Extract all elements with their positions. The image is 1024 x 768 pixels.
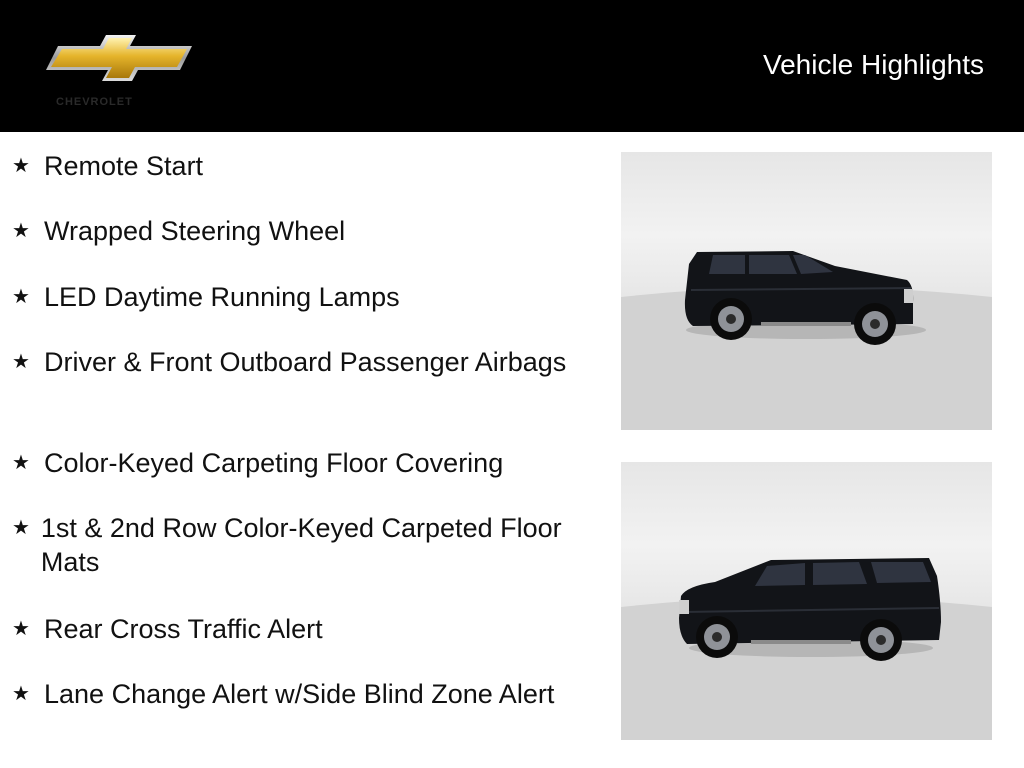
star-icon: ★ bbox=[12, 618, 30, 640]
feature-text: LED Daytime Running Lamps bbox=[44, 282, 400, 312]
feature-text: Color-Keyed Carpeting Floor Covering bbox=[44, 448, 504, 478]
feature-list bbox=[0, 132, 600, 768]
list-item bbox=[10, 345, 570, 379]
star-icon: ★ bbox=[12, 452, 30, 474]
list-item bbox=[10, 280, 570, 314]
feature-text: Remote Start bbox=[44, 151, 204, 181]
list-item bbox=[10, 149, 570, 183]
feature-text: 1st & 2nd Row Color-Keyed Carpeted Floor Mats bbox=[40, 513, 562, 577]
feature-text: Wrapped Steering Wheel bbox=[44, 216, 346, 246]
brand-wordmark: CHEVROLET bbox=[56, 96, 133, 108]
star-icon: ★ bbox=[12, 517, 30, 539]
page-title: Vehicle Highlights bbox=[762, 49, 984, 80]
list-item bbox=[10, 677, 570, 711]
vehicle-photo bbox=[621, 462, 992, 740]
list-item bbox=[10, 612, 570, 646]
list-item bbox=[10, 511, 570, 579]
star-icon: ★ bbox=[12, 220, 30, 242]
list-item bbox=[10, 214, 570, 248]
feature-text: Lane Change Alert w/Side Blind Zone Alert bbox=[44, 679, 555, 709]
star-icon: ★ bbox=[12, 683, 30, 705]
feature-text: Rear Cross Traffic Alert bbox=[44, 614, 323, 644]
vehicle-photo bbox=[621, 152, 992, 430]
header-bar bbox=[0, 0, 1024, 132]
star-icon: ★ bbox=[12, 155, 30, 177]
feature-text: Driver & Front Outboard Passenger Airbags bbox=[44, 347, 567, 377]
list-item bbox=[10, 446, 570, 480]
star-icon: ★ bbox=[12, 286, 30, 308]
star-icon: ★ bbox=[12, 351, 30, 373]
